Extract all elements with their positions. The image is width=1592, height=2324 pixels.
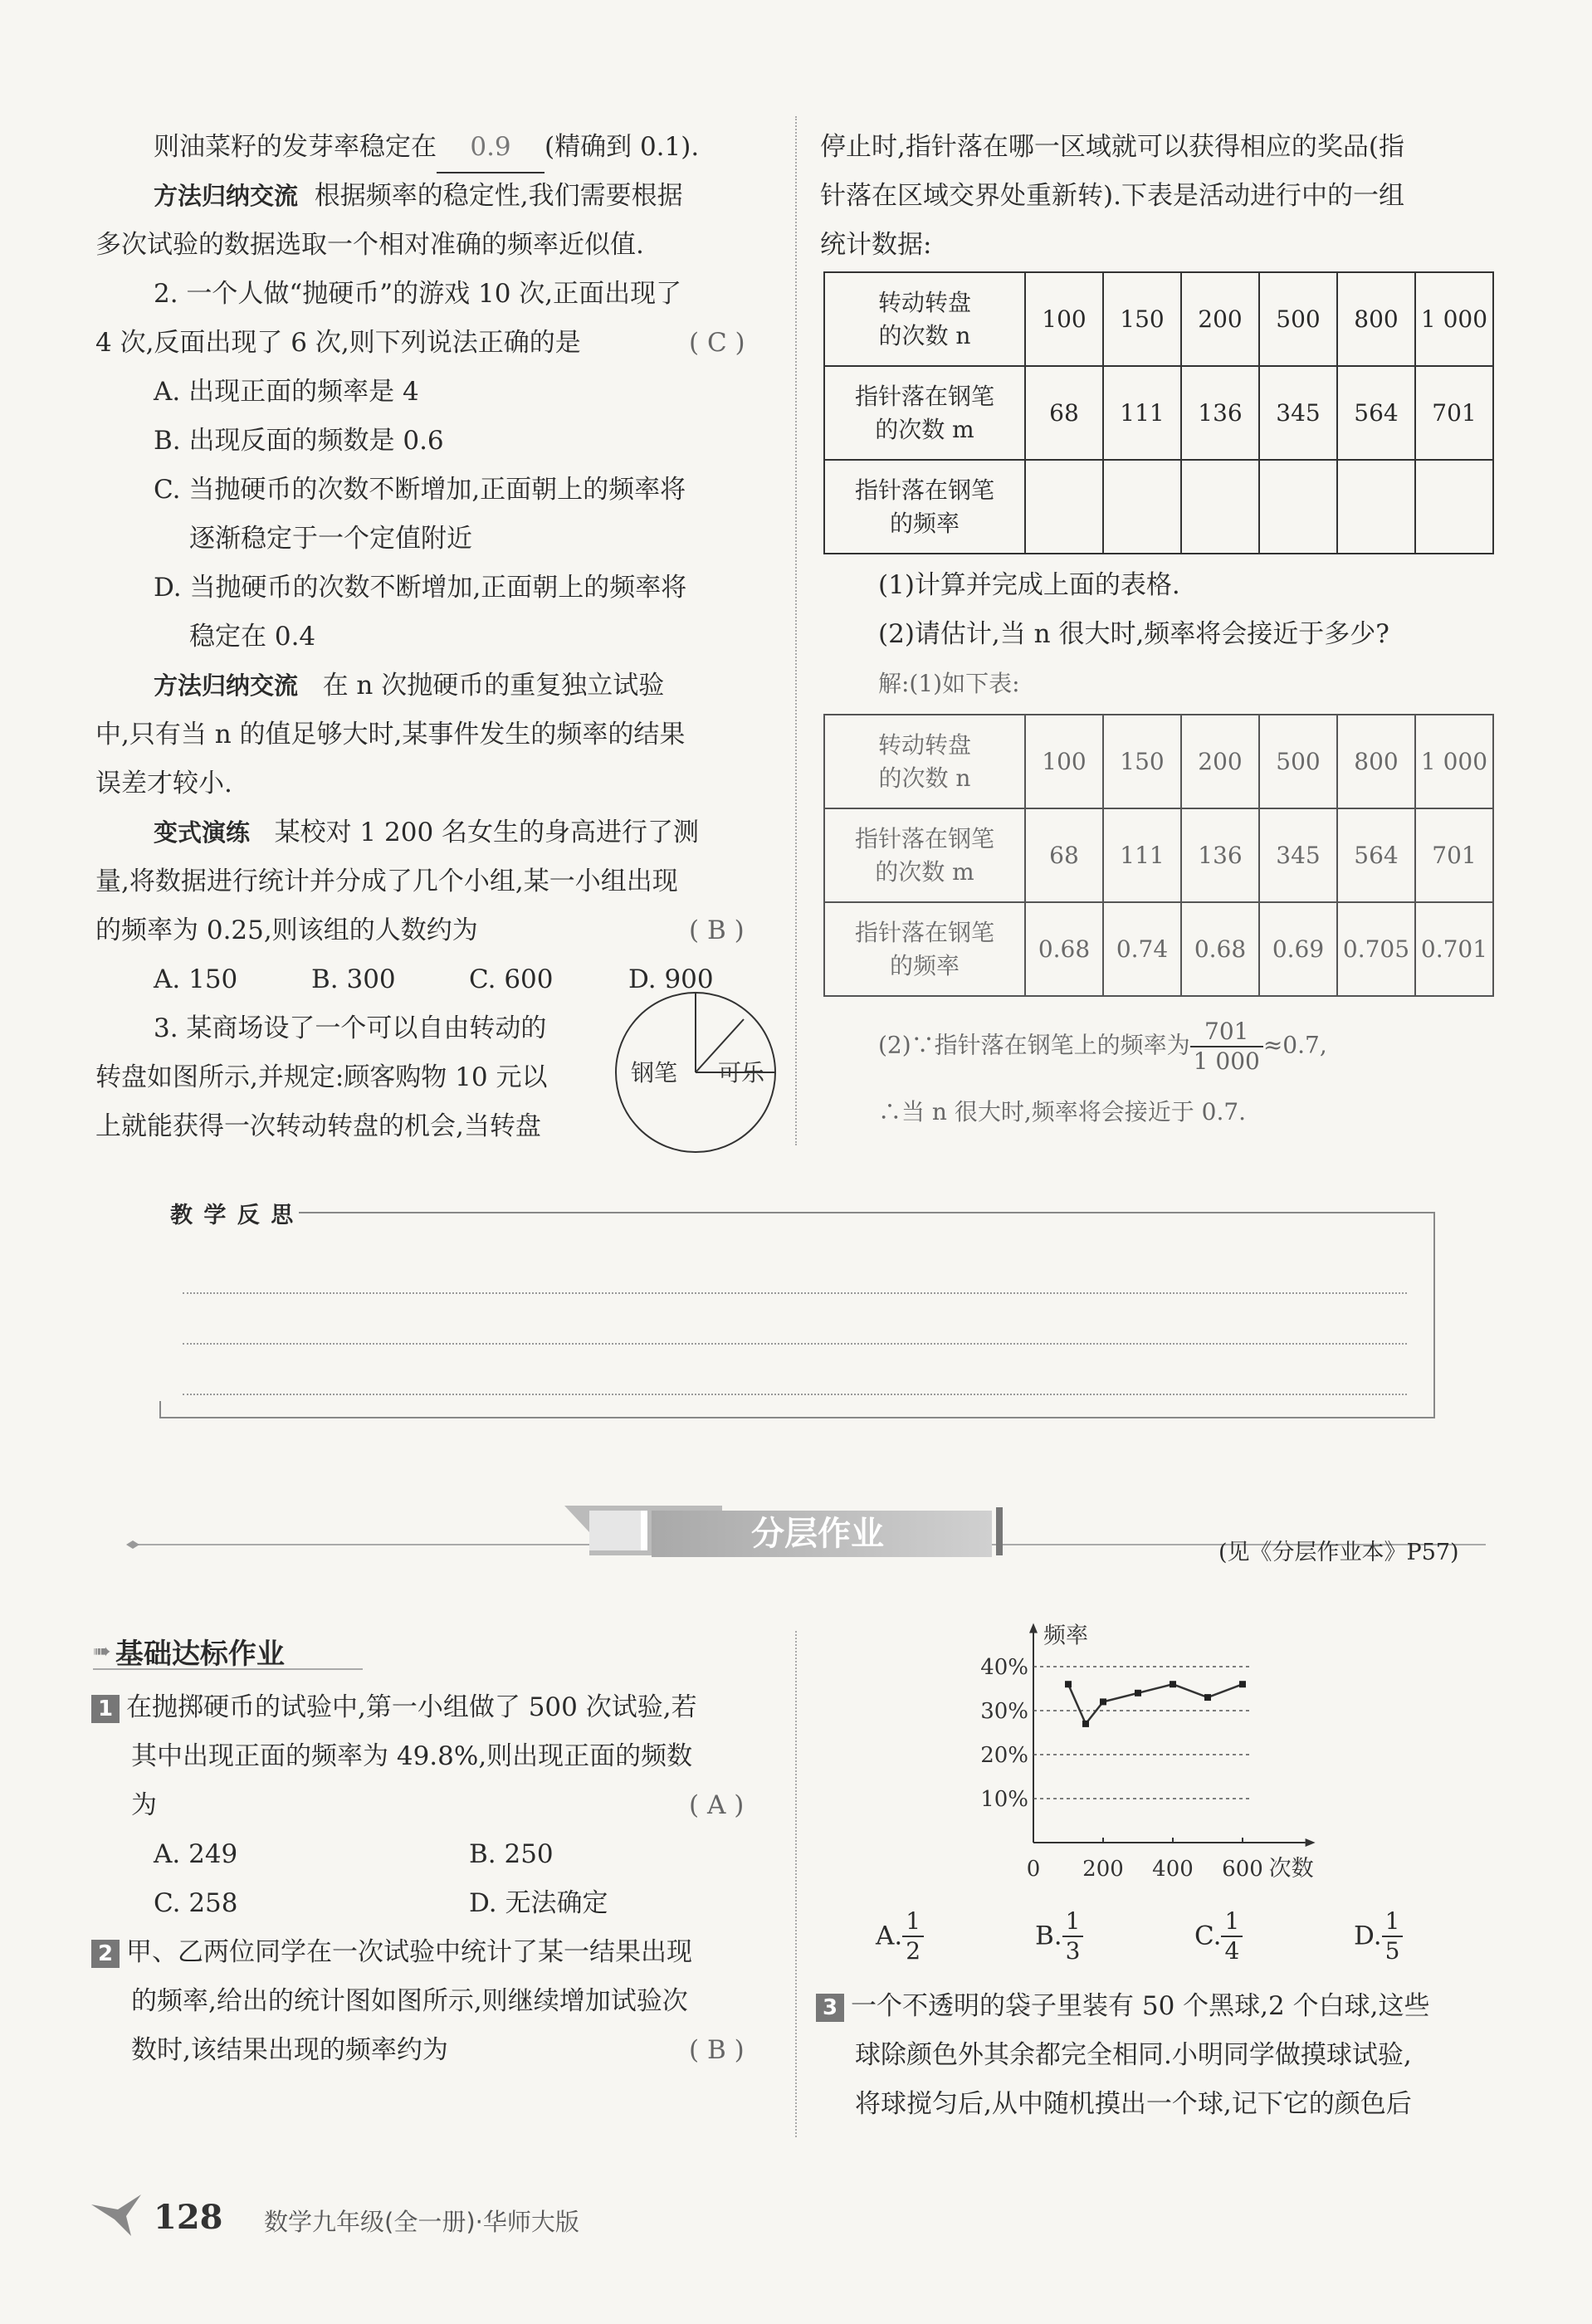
table-row [824,460,1493,554]
table-cell: 68 [1025,366,1103,460]
y-tick-label: 30% [980,1699,1028,1724]
table-row [824,715,1493,808]
data-point [1170,1681,1176,1687]
solution-conclusion: ∴当 n 很大时,频率将会接近于 0.7. [878,1098,1247,1125]
solution-part-2: (2)∵指针落在钢笔上的频率为 $\frac{701}{1 000}$ ≈0.7, [878,1018,1327,1075]
table-cell: 1 000 [1415,272,1493,366]
page-number: 128 [154,2198,223,2237]
problem-3-cont: 球除颜色外其余都完全相同.小明同学做摸球试验, [855,2040,1412,2070]
question-2-option-a: A. 出现正面的频率是 4 [154,377,419,407]
homework-banner [652,1511,992,1557]
x-axis-arrow [1306,1838,1316,1847]
table-cell: 0.705 [1337,902,1415,996]
table-cell: 0.69 [1259,902,1337,996]
wheel-label-cola: 可乐 [717,1059,765,1086]
problem-1-answer: ( A ) [689,1790,745,1820]
problem-2-end: 数时,该结果出现的频率约为 [131,2035,448,2065]
table-cell: 564 [1337,808,1415,902]
table-cell: 500 [1259,715,1337,808]
method-summary-2: 方法归纳交流 在 n 次抛硬币的重复独立试验 [154,671,665,701]
reflection-line-3 [183,1394,1407,1395]
book-title: 数学九年级(全一册)·华师大版 [264,2208,579,2236]
problem-3-end: 将球搅匀后,从中随机摸出一个球,记下它的颜色后 [855,2089,1412,2119]
variant-exercise-end: 的频率为 0.25,则该组的人数约为 [95,915,478,945]
question-2-text-cont: 4 次,反面出现了 6 次,则下列说法正确的是 [95,328,581,358]
fraction: $\frac{1}{5}$ [1382,1907,1404,1965]
solution-table [823,714,1494,997]
question-2-text: 2. 一个人做“抛硬币”的游戏 10 次,正面出现了 [154,279,682,309]
variant-exercise-cont: 量,将数据进行统计并分成了几个小组,某一小组出现 [95,867,678,896]
reflection-title: 教 学 反 思 [170,1203,295,1228]
problem-2-cont: 的频率,给出的统计图如图所示,则继续增加试验次 [131,1986,688,2016]
table-cell: 200 [1181,272,1259,366]
table-cell: 345 [1259,366,1337,460]
problem-2-option-a: A. $\frac{1}{2}$ [876,1907,924,1965]
table-cell: 0.68 [1025,902,1103,996]
row-header: 指针落在钢笔 的次数 m [824,808,1025,902]
method-summary-2-end: 误差才较小. [95,769,232,798]
question-2-option-c-cont: 逐渐稳定于一个定值附近 [189,524,472,554]
column-divider-top [795,116,797,1145]
table-row [824,272,1493,366]
variant-option-b: B. 300 [311,964,396,994]
table-cell: 136 [1181,808,1259,902]
sub-question-1: (1)计算并完成上面的表格. [878,570,1180,600]
y-tick-label: 40% [980,1655,1028,1680]
table-cell: 100 [1025,715,1103,808]
homework-banner-title: 分层作业 [751,1515,884,1553]
question-3-text: 3. 某商场设了一个可以自由转动的 [154,1013,547,1043]
fraction: $\frac{1}{4}$ [1221,1907,1243,1965]
reflection-line-1 [183,1292,1407,1294]
table-cell-empty [1181,460,1259,554]
data-point [1082,1721,1089,1727]
y-tick-label: 10% [980,1787,1028,1812]
problem-2: 2 甲、乙两位同学在一次试验中统计了某一结果出现 [91,1928,692,1977]
table-row [824,366,1493,460]
data-point [1239,1681,1246,1687]
data-point [1135,1690,1141,1697]
variant-answer: ( B ) [689,915,745,945]
footer-bird-logo-icon [90,2191,148,2241]
table-cell: 150 [1103,272,1181,366]
data-point [1100,1698,1106,1705]
table-cell: 111 [1103,808,1181,902]
table-cell: 701 [1415,366,1493,460]
problem-1-end: 为 [131,1790,157,1820]
table-cell: 500 [1259,272,1337,366]
table-cell: 200 [1181,715,1259,808]
table-cell: 0.701 [1415,902,1493,996]
table-cell: 111 [1103,366,1181,460]
column-divider-bottom [795,1631,797,2137]
problem-3: 3 一个不透明的袋子里装有 50 个黑球,2 个白球,这些 [816,1982,1429,2031]
x-tick-label: 400 [1152,1857,1194,1882]
variant-option-a: A. 150 [154,964,238,994]
section-underline [93,1668,363,1670]
x-axis-label: 次数 [1268,1856,1314,1882]
table-cell-empty [1259,460,1337,554]
row-header: 指针落在钢笔 的频率 [824,460,1025,554]
question-3-text-right-end: 统计数据: [820,230,932,260]
question-3-text-end: 上就能获得一次转动转盘的机会,当转盘 [95,1111,541,1141]
problem-1-option-a: A. 249 [154,1839,238,1869]
variant-exercise: 变式演练 某校对 1 200 名女生的身高进行了测 [154,818,700,847]
left-line-1: 则油菜籽的发芽率稳定在 0.9 (精确到 0.1). [154,123,699,173]
table-cell: 0.74 [1103,902,1181,996]
table-cell-empty [1103,460,1181,554]
variant-option-d: D. 900 [628,964,714,994]
problem-1-option-d: D. 无法确定 [469,1888,608,1918]
spinner-wheel-figure [613,989,779,1155]
stats-table [823,271,1494,554]
y-axis-arrow [1029,1623,1038,1633]
problem-1-option-c: C. 258 [154,1888,238,1918]
fraction: $\frac{1}{2}$ [902,1907,924,1965]
wheel-label-pen: 钢笔 [630,1059,678,1086]
reflection-line-2 [183,1343,1407,1345]
section-title: 基础达标作业 [115,1638,285,1671]
table-cell: 1 000 [1415,715,1493,808]
y-axis-label: 频率 [1043,1623,1088,1649]
question-3-text-right: 停止时,指针落在哪一区域就可以获得相应的奖品(指 [820,132,1404,162]
problem-2-option-d: D. $\frac{1}{5}$ [1354,1907,1403,1965]
problem-2-options [876,1907,1473,1982]
fraction-701-1000: $\frac{701}{1 000}$ [1190,1018,1263,1076]
problem-2-option-b: B. $\frac{1}{3}$ [1035,1907,1083,1965]
solution-intro: 解:(1)如下表: [878,670,1020,697]
question-3-text-cont: 转盘如图所示,并规定:顾客购物 10 元以 [95,1062,548,1092]
problem-number-1: 1 [91,1695,120,1723]
problem-1: 1 在抛掷硬币的试验中,第一小组做了 500 次试验,若 [91,1683,697,1732]
question-3-text-right-cont: 针落在区域交界处重新转).下表是活动进行中的一组 [820,181,1404,211]
series-line [1068,1684,1243,1724]
frequency-line-chart [963,1618,1353,1892]
x-tick-label: 600 [1222,1857,1263,1882]
table-cell: 0.68 [1181,902,1259,996]
homework-reference: (见《分层作业本》P57) [1218,1540,1459,1565]
table-cell: 800 [1337,272,1415,366]
table-cell: 564 [1337,366,1415,460]
row-header: 转动转盘 的次数 n [824,272,1025,366]
row-header: 转动转盘 的次数 n [824,715,1025,808]
row-header: 指针落在钢笔 的次数 m [824,366,1025,460]
problem-number-2: 2 [91,1940,120,1968]
question-2-answer: ( C ) [689,328,745,358]
method-summary-1: 方法归纳交流 根据频率的稳定性,我们需要根据 [154,181,683,211]
table-row [824,902,1493,996]
table-cell-empty [1415,460,1493,554]
table-cell: 68 [1025,808,1103,902]
problem-1-cont: 其中出现正面的频率为 49.8%,则出现正面的频数 [131,1741,693,1771]
table-cell: 100 [1025,272,1103,366]
question-2-option-b: B. 出现反面的频数是 0.6 [154,426,444,456]
table-row [824,808,1493,902]
y-tick-label: 20% [980,1743,1028,1768]
data-point [1204,1694,1211,1701]
method-summary-1-cont: 多次试验的数据选取一个相对准确的频率近似值. [95,230,644,260]
answer-blank: 0.9 [437,123,545,173]
fraction: $\frac{1}{3}$ [1062,1907,1084,1965]
table-cell-empty [1337,460,1415,554]
question-2-option-d: D. 当抛硬币的次数不断增加,正面朝上的频率将 [154,573,687,603]
table-cell: 136 [1181,366,1259,460]
question-2-option-c: C. 当抛硬币的次数不断增加,正面朝上的频率将 [154,475,686,505]
problem-1-option-b: B. 250 [469,1839,554,1869]
table-cell-empty [1025,460,1103,554]
table-cell: 150 [1103,715,1181,808]
section-header [93,1631,285,1672]
question-2-option-d-cont: 稳定在 0.4 [189,622,316,652]
x-tick-label: 0 [1026,1857,1041,1882]
table-cell: 701 [1415,808,1493,902]
table-cell: 345 [1259,808,1337,902]
x-tick-label: 200 [1082,1857,1124,1882]
arrow-icon: ➠ [93,1638,111,1664]
problem-2-option-c: C. $\frac{1}{4}$ [1194,1907,1243,1965]
problem-number-3: 3 [816,1994,844,2022]
variant-option-c: C. 600 [469,964,554,994]
problem-2-answer: ( B ) [689,2035,745,2065]
sub-question-2: (2)请估计,当 n 很大时,频率将会接近于多少? [878,619,1389,649]
method-summary-2-cont: 中,只有当 n 的值足够大时,某事件发生的频率的结果 [95,720,686,749]
row-header: 指针落在钢笔 的频率 [824,902,1025,996]
table-cell: 800 [1337,715,1415,808]
data-point [1065,1681,1072,1687]
